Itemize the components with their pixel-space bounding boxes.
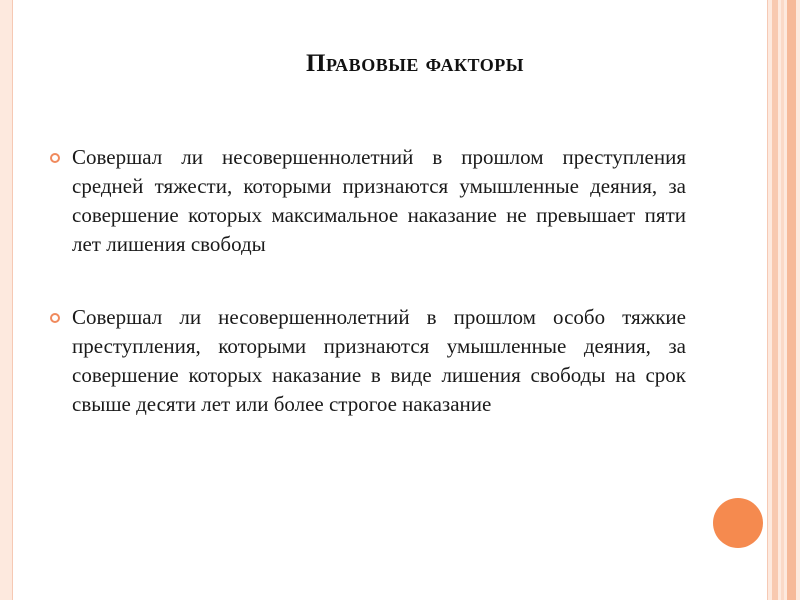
bullet-item (72, 143, 686, 259)
bullet-item (72, 303, 686, 419)
decorative-stripe (772, 0, 778, 600)
bullet-circle-icon (50, 313, 60, 323)
decorative-circle-icon (713, 498, 763, 548)
bullet-list (72, 143, 686, 463)
bullet-circle-icon (50, 153, 60, 163)
decorative-stripe (781, 0, 784, 600)
bullet-text: Совершал ли несовершеннолетний в прошлом особо тяжкие преступления, которыми признаются умышленные деяния, за совершение которых наказание в виде лишения свободы на срок свыше десяти лет или более строгое наказание (72, 305, 686, 416)
bullet-text: Совершал ли несовершеннолетний в прошлом преступления средней тяжести, которыми признаются умышленные деяния, за совершение которых максимальное наказание не превышает пяти лет лишения свободы (72, 145, 686, 256)
slide-title: Правовые факторы (306, 50, 524, 77)
decorative-stripe (787, 0, 796, 600)
